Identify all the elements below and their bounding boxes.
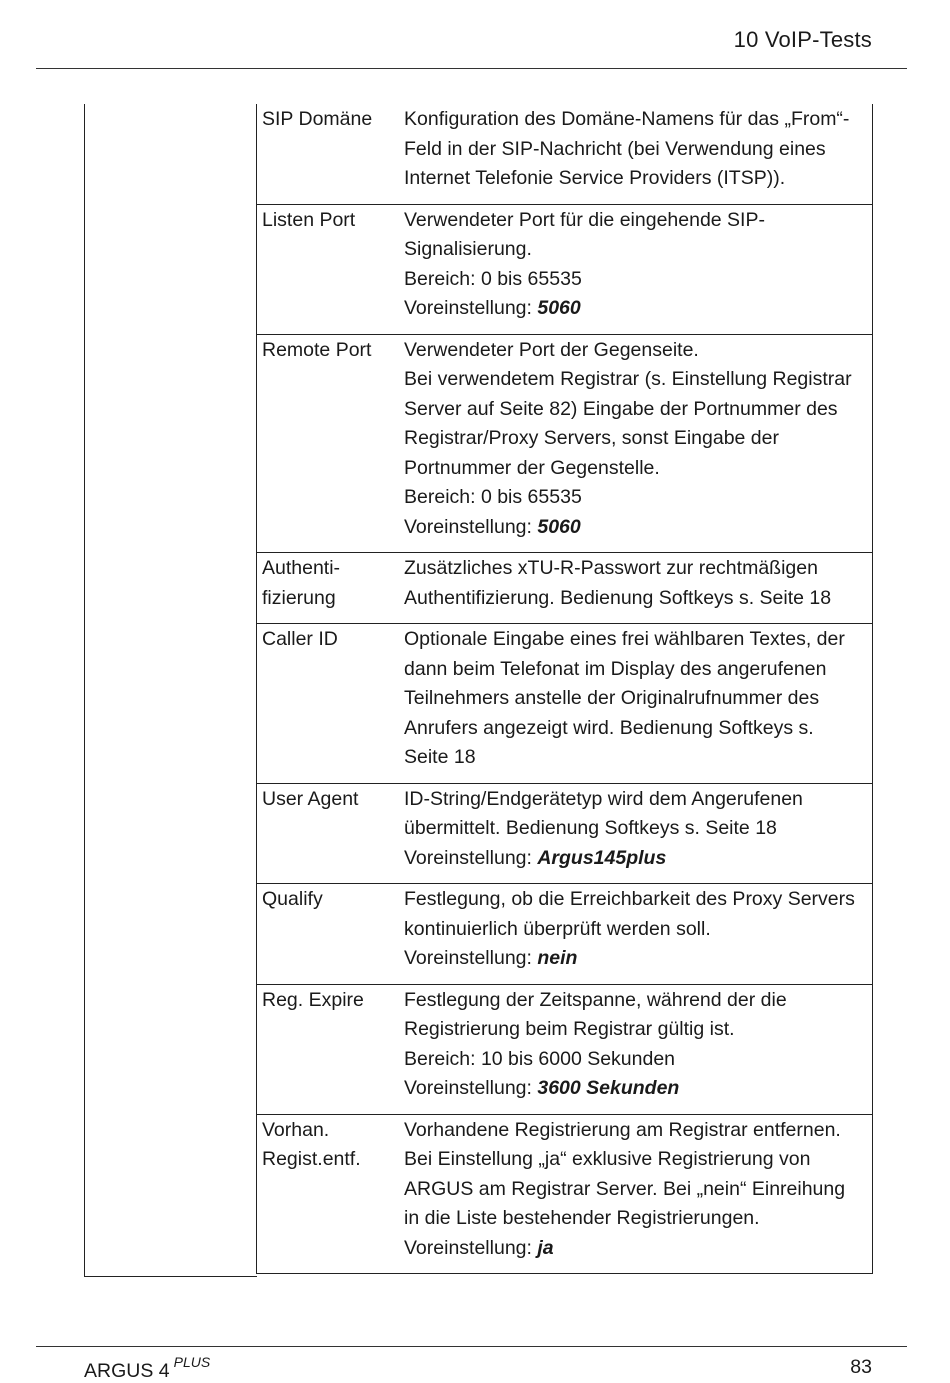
description-text: Optionale Eingabe eines frei wählbaren Textes, der bbox=[404, 628, 845, 650]
setting-name-line: User Agent bbox=[262, 787, 359, 810]
description-line bbox=[404, 844, 862, 874]
description-line bbox=[404, 915, 862, 945]
setting-name-line: fizierung bbox=[262, 586, 336, 609]
description-line bbox=[404, 714, 862, 744]
description-text: Seite 18 bbox=[404, 746, 476, 768]
description-line bbox=[404, 1045, 862, 1075]
footer-product bbox=[84, 1354, 211, 1383]
description-line bbox=[404, 554, 862, 584]
setting-name bbox=[257, 986, 404, 1104]
setting-description bbox=[404, 986, 872, 1104]
product-name: ARGUS 4 bbox=[84, 1360, 170, 1382]
description-text: Verwendeter Port für die eingehende SIP- bbox=[404, 208, 765, 231]
description-line bbox=[404, 684, 862, 714]
description-line bbox=[404, 454, 862, 484]
description-text: Registrierung beim Registrar gültig ist. bbox=[404, 1018, 735, 1040]
page-header-title: 10 VoIP-Tests bbox=[733, 27, 872, 52]
description-line bbox=[404, 206, 862, 236]
description-text: Voreinstellung: bbox=[404, 846, 538, 869]
table-row bbox=[257, 1114, 872, 1274]
default-value: 3600 Sekunden bbox=[537, 1077, 680, 1099]
setting-name-line: Caller ID bbox=[262, 628, 338, 650]
description-text: kontinuierlich überprüft werden soll. bbox=[404, 917, 711, 940]
setting-name-line: Qualify bbox=[262, 888, 323, 910]
footer-rule bbox=[36, 1346, 907, 1347]
description-text: Bei Einstellung „ja“ exklusive Registrierung von bbox=[404, 1148, 811, 1170]
setting-name-line: Regist.entf. bbox=[262, 1148, 361, 1170]
description-line bbox=[404, 1145, 862, 1175]
description-line bbox=[404, 885, 862, 915]
table-row bbox=[257, 783, 872, 884]
default-value: 5060 bbox=[537, 297, 581, 319]
setting-description bbox=[404, 554, 872, 613]
table-row bbox=[257, 104, 872, 204]
setting-description bbox=[404, 1116, 872, 1264]
description-line bbox=[404, 625, 862, 655]
setting-description bbox=[404, 785, 872, 874]
setting-name-line: Authenti- bbox=[262, 557, 341, 579]
description-text: Signalisierung. bbox=[404, 238, 532, 260]
description-text: Registrar/Proxy Servers, sonst Eingabe der bbox=[404, 427, 779, 449]
setting-name-line: Vorhan. bbox=[262, 1118, 330, 1141]
default-value: nein bbox=[537, 947, 578, 969]
default-value: ja bbox=[537, 1236, 554, 1259]
description-line bbox=[404, 944, 862, 974]
setting-description bbox=[404, 885, 872, 974]
setting-name-line: Listen Port bbox=[262, 208, 356, 231]
setting-name bbox=[257, 554, 404, 613]
page-number: 83 bbox=[850, 1356, 872, 1378]
description-line bbox=[404, 655, 862, 685]
description-line bbox=[404, 814, 862, 844]
setting-description bbox=[404, 206, 872, 324]
description-text: Server auf Seite 82) Eingabe der Portnummer des bbox=[404, 397, 838, 420]
setting-description bbox=[404, 336, 872, 543]
setting-name bbox=[257, 206, 404, 324]
description-line bbox=[404, 513, 862, 543]
setting-name bbox=[257, 1116, 404, 1264]
description-text: Authentifizierung. Bedienung Softkeys s. Seite 18 bbox=[404, 586, 832, 609]
setting-name-line: SIP Domäne bbox=[262, 108, 373, 130]
table-row bbox=[257, 984, 872, 1114]
setting-name bbox=[257, 785, 404, 874]
description-text: Voreinstellung: bbox=[404, 947, 538, 969]
setting-description bbox=[404, 105, 872, 194]
description-line bbox=[404, 135, 862, 165]
description-line bbox=[404, 743, 862, 773]
default-value: 5060 bbox=[537, 515, 581, 538]
description-line bbox=[404, 1204, 862, 1234]
description-line bbox=[404, 785, 862, 815]
setting-description bbox=[404, 625, 872, 773]
description-text: Feld in der SIP-Nachricht (bei Verwendung eines bbox=[404, 137, 826, 160]
table-row bbox=[257, 552, 872, 623]
setting-name-line: Reg. Expire bbox=[262, 988, 364, 1011]
description-line bbox=[404, 1175, 862, 1205]
description-text: dann beim Telefonat im Display des angerufenen bbox=[404, 657, 827, 680]
description-line bbox=[404, 1116, 862, 1146]
description-line bbox=[404, 1074, 862, 1104]
description-text: Anrufers angezeigt wird. Bedienung Softkeys s. bbox=[404, 716, 814, 739]
setting-name bbox=[257, 885, 404, 974]
description-text: in die Liste bestehender Registrierungen. bbox=[404, 1207, 760, 1229]
description-line bbox=[404, 483, 862, 513]
description-text: Voreinstellung: bbox=[404, 1077, 538, 1099]
description-text: Zusätzliches xTU-R-Passwort zur rechtmäßigen bbox=[404, 557, 818, 579]
description-text: übermittelt. Bedienung Softkeys s. Seite 18 bbox=[404, 817, 777, 839]
table-row bbox=[257, 623, 872, 783]
left-margin-column bbox=[84, 104, 257, 1277]
setting-name-line: Remote Port bbox=[262, 338, 372, 361]
description-line bbox=[404, 584, 862, 614]
table-row bbox=[257, 334, 872, 553]
description-line bbox=[404, 365, 862, 395]
description-line bbox=[404, 1015, 862, 1045]
description-text: Portnummer der Gegenstelle. bbox=[404, 456, 660, 479]
description-text: Festlegung der Zeitspanne, während der die bbox=[404, 988, 787, 1011]
description-line bbox=[404, 1234, 862, 1264]
setting-name bbox=[257, 105, 404, 194]
header-rule bbox=[36, 68, 907, 69]
description-text: ARGUS am Registrar Server. Bei „nein“ Einreihung bbox=[404, 1177, 846, 1200]
description-text: Bereich: 0 bis 65535 bbox=[404, 267, 582, 290]
setting-name bbox=[257, 625, 404, 773]
description-text: Teilnehmers anstelle der Originalrufnummer des bbox=[404, 687, 820, 709]
description-text: Voreinstellung: bbox=[404, 1236, 538, 1259]
description-line bbox=[404, 294, 862, 324]
description-line bbox=[404, 105, 862, 135]
table-row bbox=[257, 204, 872, 334]
description-line bbox=[404, 986, 862, 1016]
description-text: Voreinstellung: bbox=[404, 515, 538, 538]
description-line bbox=[404, 235, 862, 265]
description-text: Bei verwendetem Registrar (s. Einstellung Registrar bbox=[404, 368, 852, 390]
description-text: Festlegung, ob die Erreichbarkeit des Proxy Servers bbox=[404, 888, 855, 910]
product-suffix: PLUS bbox=[173, 1354, 211, 1370]
description-text: Verwendeter Port der Gegenseite. bbox=[404, 338, 699, 361]
settings-table bbox=[256, 104, 873, 1274]
description-line bbox=[404, 424, 862, 454]
description-line bbox=[404, 395, 862, 425]
description-text: Internet Telefonie Service Providers (ITSP)). bbox=[404, 167, 786, 189]
description-text: Vorhandene Registrierung am Registrar entfernen. bbox=[404, 1118, 841, 1141]
description-text: Konfiguration des Domäne-Namens für das „From“- bbox=[404, 108, 850, 130]
description-line bbox=[404, 265, 862, 295]
setting-name bbox=[257, 336, 404, 543]
description-text: ID-String/Endgerätetyp wird dem Angerufenen bbox=[404, 787, 803, 810]
table-row bbox=[257, 883, 872, 984]
description-text: Bereich: 0 bis 65535 bbox=[404, 486, 582, 508]
description-text: Voreinstellung: bbox=[404, 297, 538, 319]
default-value: Argus145plus bbox=[537, 846, 667, 869]
description-line bbox=[404, 336, 862, 366]
description-line bbox=[404, 164, 862, 194]
description-text: Bereich: 10 bis 6000 Sekunden bbox=[404, 1047, 676, 1070]
